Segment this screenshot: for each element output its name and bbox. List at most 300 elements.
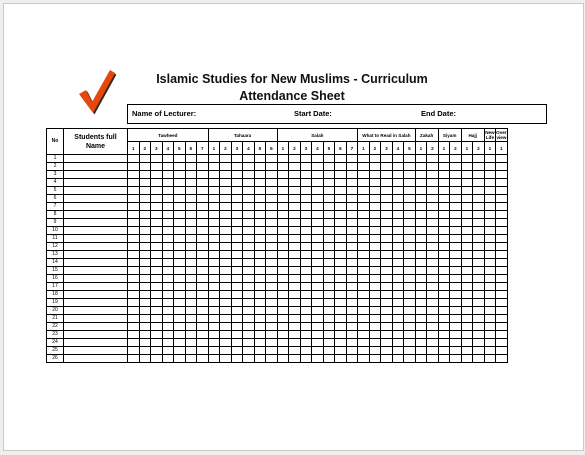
attendance-cell[interactable] (450, 235, 462, 243)
attendance-cell[interactable] (358, 267, 370, 275)
attendance-cell[interactable] (185, 243, 197, 251)
attendance-cell[interactable] (139, 275, 151, 283)
attendance-cell[interactable] (231, 315, 243, 323)
attendance-cell[interactable] (484, 243, 496, 251)
attendance-cell[interactable] (289, 187, 301, 195)
attendance-cell[interactable] (438, 251, 450, 259)
attendance-cell[interactable] (151, 235, 163, 243)
attendance-cell[interactable] (277, 195, 289, 203)
attendance-cell[interactable] (427, 195, 439, 203)
attendance-cell[interactable] (277, 355, 289, 363)
attendance-cell[interactable] (323, 267, 335, 275)
student-name-cell[interactable] (64, 299, 128, 307)
attendance-cell[interactable] (162, 339, 174, 347)
attendance-cell[interactable] (496, 315, 508, 323)
attendance-cell[interactable] (450, 243, 462, 251)
attendance-cell[interactable] (151, 315, 163, 323)
attendance-cell[interactable] (392, 259, 404, 267)
attendance-cell[interactable] (139, 187, 151, 195)
attendance-cell[interactable] (208, 315, 220, 323)
attendance-cell[interactable] (128, 163, 140, 171)
attendance-cell[interactable] (473, 211, 485, 219)
attendance-cell[interactable] (404, 331, 416, 339)
attendance-cell[interactable] (461, 355, 473, 363)
attendance-cell[interactable] (358, 323, 370, 331)
attendance-cell[interactable] (496, 339, 508, 347)
attendance-cell[interactable] (335, 187, 347, 195)
attendance-cell[interactable] (369, 331, 381, 339)
attendance-cell[interactable] (358, 179, 370, 187)
attendance-cell[interactable] (381, 251, 393, 259)
attendance-cell[interactable] (289, 219, 301, 227)
attendance-cell[interactable] (461, 307, 473, 315)
attendance-cell[interactable] (392, 219, 404, 227)
attendance-cell[interactable] (231, 203, 243, 211)
attendance-cell[interactable] (300, 267, 312, 275)
attendance-cell[interactable] (277, 179, 289, 187)
attendance-cell[interactable] (415, 299, 427, 307)
attendance-cell[interactable] (369, 195, 381, 203)
attendance-cell[interactable] (438, 243, 450, 251)
attendance-cell[interactable] (197, 243, 209, 251)
attendance-cell[interactable] (346, 259, 358, 267)
attendance-cell[interactable] (197, 331, 209, 339)
attendance-cell[interactable] (438, 235, 450, 243)
attendance-cell[interactable] (473, 227, 485, 235)
attendance-cell[interactable] (220, 219, 232, 227)
attendance-cell[interactable] (208, 211, 220, 219)
attendance-cell[interactable] (438, 347, 450, 355)
attendance-cell[interactable] (254, 291, 266, 299)
attendance-cell[interactable] (484, 227, 496, 235)
attendance-cell[interactable] (220, 259, 232, 267)
attendance-cell[interactable] (231, 283, 243, 291)
attendance-cell[interactable] (450, 323, 462, 331)
attendance-cell[interactable] (381, 339, 393, 347)
attendance-cell[interactable] (139, 171, 151, 179)
attendance-cell[interactable] (185, 219, 197, 227)
attendance-cell[interactable] (438, 203, 450, 211)
attendance-cell[interactable] (369, 171, 381, 179)
attendance-cell[interactable] (151, 267, 163, 275)
attendance-cell[interactable] (243, 347, 255, 355)
attendance-cell[interactable] (392, 331, 404, 339)
attendance-cell[interactable] (266, 219, 278, 227)
attendance-cell[interactable] (174, 211, 186, 219)
attendance-cell[interactable] (151, 259, 163, 267)
attendance-cell[interactable] (461, 275, 473, 283)
attendance-cell[interactable] (381, 259, 393, 267)
attendance-cell[interactable] (415, 171, 427, 179)
attendance-cell[interactable] (220, 331, 232, 339)
attendance-cell[interactable] (277, 259, 289, 267)
attendance-cell[interactable] (266, 283, 278, 291)
attendance-cell[interactable] (208, 195, 220, 203)
attendance-cell[interactable] (277, 283, 289, 291)
attendance-cell[interactable] (266, 347, 278, 355)
attendance-cell[interactable] (208, 291, 220, 299)
attendance-cell[interactable] (220, 339, 232, 347)
attendance-cell[interactable] (174, 187, 186, 195)
attendance-cell[interactable] (450, 211, 462, 219)
attendance-cell[interactable] (174, 355, 186, 363)
attendance-cell[interactable] (484, 347, 496, 355)
attendance-cell[interactable] (139, 347, 151, 355)
attendance-cell[interactable] (369, 227, 381, 235)
attendance-cell[interactable] (392, 283, 404, 291)
attendance-cell[interactable] (415, 187, 427, 195)
attendance-cell[interactable] (427, 259, 439, 267)
attendance-cell[interactable] (254, 275, 266, 283)
attendance-cell[interactable] (358, 259, 370, 267)
attendance-cell[interactable] (381, 267, 393, 275)
attendance-cell[interactable] (461, 219, 473, 227)
attendance-cell[interactable] (358, 315, 370, 323)
attendance-cell[interactable] (300, 347, 312, 355)
attendance-cell[interactable] (438, 155, 450, 163)
attendance-cell[interactable] (358, 299, 370, 307)
attendance-cell[interactable] (461, 243, 473, 251)
attendance-cell[interactable] (277, 235, 289, 243)
student-name-cell[interactable] (64, 259, 128, 267)
attendance-cell[interactable] (162, 275, 174, 283)
attendance-cell[interactable] (323, 291, 335, 299)
attendance-cell[interactable] (128, 171, 140, 179)
attendance-cell[interactable] (208, 259, 220, 267)
attendance-cell[interactable] (369, 259, 381, 267)
attendance-cell[interactable] (266, 339, 278, 347)
attendance-cell[interactable] (312, 331, 324, 339)
attendance-cell[interactable] (438, 227, 450, 235)
student-name-cell[interactable] (64, 155, 128, 163)
attendance-cell[interactable] (220, 227, 232, 235)
attendance-cell[interactable] (289, 203, 301, 211)
attendance-cell[interactable] (243, 275, 255, 283)
attendance-cell[interactable] (392, 339, 404, 347)
attendance-cell[interactable] (208, 307, 220, 315)
attendance-cell[interactable] (335, 227, 347, 235)
attendance-cell[interactable] (151, 171, 163, 179)
attendance-cell[interactable] (266, 203, 278, 211)
student-name-cell[interactable] (64, 355, 128, 363)
attendance-cell[interactable] (243, 235, 255, 243)
attendance-cell[interactable] (450, 283, 462, 291)
attendance-cell[interactable] (438, 179, 450, 187)
attendance-cell[interactable] (266, 259, 278, 267)
attendance-cell[interactable] (277, 219, 289, 227)
attendance-cell[interactable] (197, 163, 209, 171)
attendance-cell[interactable] (415, 275, 427, 283)
attendance-cell[interactable] (300, 315, 312, 323)
attendance-cell[interactable] (369, 179, 381, 187)
attendance-cell[interactable] (473, 251, 485, 259)
attendance-cell[interactable] (415, 195, 427, 203)
attendance-cell[interactable] (174, 163, 186, 171)
attendance-cell[interactable] (473, 171, 485, 179)
attendance-cell[interactable] (427, 307, 439, 315)
attendance-cell[interactable] (404, 283, 416, 291)
attendance-cell[interactable] (277, 275, 289, 283)
attendance-cell[interactable] (335, 179, 347, 187)
attendance-cell[interactable] (415, 227, 427, 235)
attendance-cell[interactable] (185, 171, 197, 179)
attendance-cell[interactable] (289, 283, 301, 291)
attendance-cell[interactable] (185, 283, 197, 291)
attendance-cell[interactable] (312, 235, 324, 243)
attendance-cell[interactable] (243, 299, 255, 307)
attendance-cell[interactable] (139, 267, 151, 275)
attendance-cell[interactable] (300, 339, 312, 347)
attendance-cell[interactable] (473, 323, 485, 331)
attendance-cell[interactable] (369, 163, 381, 171)
attendance-cell[interactable] (185, 195, 197, 203)
attendance-cell[interactable] (438, 219, 450, 227)
attendance-cell[interactable] (128, 211, 140, 219)
attendance-cell[interactable] (151, 323, 163, 331)
attendance-cell[interactable] (277, 243, 289, 251)
attendance-cell[interactable] (174, 155, 186, 163)
attendance-cell[interactable] (427, 315, 439, 323)
attendance-cell[interactable] (381, 235, 393, 243)
attendance-cell[interactable] (438, 355, 450, 363)
attendance-cell[interactable] (358, 219, 370, 227)
attendance-cell[interactable] (415, 315, 427, 323)
attendance-cell[interactable] (197, 267, 209, 275)
attendance-cell[interactable] (346, 251, 358, 259)
attendance-cell[interactable] (323, 235, 335, 243)
student-name-cell[interactable] (64, 315, 128, 323)
attendance-cell[interactable] (461, 315, 473, 323)
attendance-cell[interactable] (151, 251, 163, 259)
attendance-cell[interactable] (461, 195, 473, 203)
attendance-cell[interactable] (335, 267, 347, 275)
attendance-cell[interactable] (335, 203, 347, 211)
attendance-cell[interactable] (289, 195, 301, 203)
attendance-cell[interactable] (243, 243, 255, 251)
attendance-cell[interactable] (139, 299, 151, 307)
attendance-cell[interactable] (220, 347, 232, 355)
attendance-cell[interactable] (151, 331, 163, 339)
attendance-cell[interactable] (231, 251, 243, 259)
attendance-cell[interactable] (381, 227, 393, 235)
attendance-cell[interactable] (174, 307, 186, 315)
attendance-cell[interactable] (151, 299, 163, 307)
attendance-cell[interactable] (346, 155, 358, 163)
attendance-cell[interactable] (427, 211, 439, 219)
attendance-cell[interactable] (289, 179, 301, 187)
attendance-cell[interactable] (128, 259, 140, 267)
attendance-cell[interactable] (461, 323, 473, 331)
attendance-cell[interactable] (139, 283, 151, 291)
attendance-cell[interactable] (404, 355, 416, 363)
attendance-cell[interactable] (185, 307, 197, 315)
attendance-cell[interactable] (208, 235, 220, 243)
attendance-cell[interactable] (369, 323, 381, 331)
attendance-cell[interactable] (197, 227, 209, 235)
attendance-cell[interactable] (162, 355, 174, 363)
attendance-cell[interactable] (174, 235, 186, 243)
attendance-cell[interactable] (220, 275, 232, 283)
attendance-cell[interactable] (266, 323, 278, 331)
attendance-cell[interactable] (128, 331, 140, 339)
attendance-cell[interactable] (266, 355, 278, 363)
student-name-cell[interactable] (64, 195, 128, 203)
attendance-cell[interactable] (450, 291, 462, 299)
attendance-cell[interactable] (243, 227, 255, 235)
attendance-cell[interactable] (369, 299, 381, 307)
attendance-cell[interactable] (415, 203, 427, 211)
attendance-cell[interactable] (231, 219, 243, 227)
attendance-cell[interactable] (438, 259, 450, 267)
attendance-cell[interactable] (358, 331, 370, 339)
student-name-cell[interactable] (64, 235, 128, 243)
attendance-cell[interactable] (346, 235, 358, 243)
attendance-cell[interactable] (404, 163, 416, 171)
attendance-cell[interactable] (231, 307, 243, 315)
attendance-cell[interactable] (300, 211, 312, 219)
attendance-cell[interactable] (450, 307, 462, 315)
attendance-cell[interactable] (208, 155, 220, 163)
attendance-cell[interactable] (392, 179, 404, 187)
attendance-cell[interactable] (289, 235, 301, 243)
attendance-cell[interactable] (243, 259, 255, 267)
attendance-cell[interactable] (254, 259, 266, 267)
attendance-cell[interactable] (484, 355, 496, 363)
attendance-cell[interactable] (484, 235, 496, 243)
attendance-cell[interactable] (231, 275, 243, 283)
attendance-cell[interactable] (358, 155, 370, 163)
student-name-cell[interactable] (64, 339, 128, 347)
attendance-cell[interactable] (496, 195, 508, 203)
attendance-cell[interactable] (335, 171, 347, 179)
student-name-cell[interactable] (64, 331, 128, 339)
attendance-cell[interactable] (139, 219, 151, 227)
attendance-cell[interactable] (174, 171, 186, 179)
attendance-cell[interactable] (151, 243, 163, 251)
attendance-cell[interactable] (174, 291, 186, 299)
attendance-cell[interactable] (346, 291, 358, 299)
attendance-cell[interactable] (300, 219, 312, 227)
attendance-cell[interactable] (254, 331, 266, 339)
attendance-cell[interactable] (289, 163, 301, 171)
attendance-cell[interactable] (427, 347, 439, 355)
attendance-cell[interactable] (369, 155, 381, 163)
attendance-cell[interactable] (496, 163, 508, 171)
attendance-cell[interactable] (335, 243, 347, 251)
attendance-cell[interactable] (369, 251, 381, 259)
attendance-cell[interactable] (128, 307, 140, 315)
attendance-cell[interactable] (208, 163, 220, 171)
attendance-cell[interactable] (473, 155, 485, 163)
attendance-cell[interactable] (392, 235, 404, 243)
attendance-cell[interactable] (438, 299, 450, 307)
attendance-cell[interactable] (312, 243, 324, 251)
attendance-cell[interactable] (300, 323, 312, 331)
attendance-cell[interactable] (323, 283, 335, 291)
attendance-cell[interactable] (220, 187, 232, 195)
attendance-cell[interactable] (197, 195, 209, 203)
attendance-cell[interactable] (427, 339, 439, 347)
attendance-cell[interactable] (197, 187, 209, 195)
attendance-cell[interactable] (358, 211, 370, 219)
attendance-cell[interactable] (208, 187, 220, 195)
attendance-cell[interactable] (415, 283, 427, 291)
attendance-cell[interactable] (139, 339, 151, 347)
attendance-cell[interactable] (381, 155, 393, 163)
attendance-cell[interactable] (266, 251, 278, 259)
attendance-cell[interactable] (323, 339, 335, 347)
attendance-cell[interactable] (381, 307, 393, 315)
attendance-cell[interactable] (254, 251, 266, 259)
attendance-cell[interactable] (496, 187, 508, 195)
attendance-cell[interactable] (266, 155, 278, 163)
attendance-cell[interactable] (346, 267, 358, 275)
attendance-cell[interactable] (438, 163, 450, 171)
attendance-cell[interactable] (484, 211, 496, 219)
attendance-cell[interactable] (369, 355, 381, 363)
attendance-cell[interactable] (185, 259, 197, 267)
attendance-cell[interactable] (392, 355, 404, 363)
attendance-cell[interactable] (300, 171, 312, 179)
attendance-cell[interactable] (323, 251, 335, 259)
attendance-cell[interactable] (174, 347, 186, 355)
attendance-cell[interactable] (197, 339, 209, 347)
attendance-cell[interactable] (369, 291, 381, 299)
attendance-cell[interactable] (197, 307, 209, 315)
attendance-cell[interactable] (220, 267, 232, 275)
attendance-cell[interactable] (185, 155, 197, 163)
attendance-cell[interactable] (404, 323, 416, 331)
attendance-cell[interactable] (415, 267, 427, 275)
attendance-cell[interactable] (450, 355, 462, 363)
attendance-cell[interactable] (185, 203, 197, 211)
attendance-cell[interactable] (185, 179, 197, 187)
attendance-cell[interactable] (358, 195, 370, 203)
attendance-cell[interactable] (254, 155, 266, 163)
attendance-cell[interactable] (243, 219, 255, 227)
attendance-cell[interactable] (346, 211, 358, 219)
attendance-cell[interactable] (484, 283, 496, 291)
attendance-cell[interactable] (404, 219, 416, 227)
attendance-cell[interactable] (139, 259, 151, 267)
attendance-cell[interactable] (162, 299, 174, 307)
attendance-cell[interactable] (484, 291, 496, 299)
attendance-cell[interactable] (427, 155, 439, 163)
attendance-cell[interactable] (392, 315, 404, 323)
attendance-cell[interactable] (312, 195, 324, 203)
attendance-cell[interactable] (300, 291, 312, 299)
attendance-cell[interactable] (496, 179, 508, 187)
attendance-cell[interactable] (415, 219, 427, 227)
attendance-cell[interactable] (404, 291, 416, 299)
attendance-cell[interactable] (231, 195, 243, 203)
attendance-cell[interactable] (266, 331, 278, 339)
attendance-cell[interactable] (346, 179, 358, 187)
attendance-cell[interactable] (323, 347, 335, 355)
attendance-cell[interactable] (185, 331, 197, 339)
attendance-cell[interactable] (496, 211, 508, 219)
attendance-cell[interactable] (427, 275, 439, 283)
attendance-cell[interactable] (473, 315, 485, 323)
attendance-cell[interactable] (151, 211, 163, 219)
attendance-cell[interactable] (323, 179, 335, 187)
attendance-cell[interactable] (162, 307, 174, 315)
attendance-cell[interactable] (415, 251, 427, 259)
attendance-cell[interactable] (231, 355, 243, 363)
attendance-cell[interactable] (139, 315, 151, 323)
attendance-cell[interactable] (266, 307, 278, 315)
attendance-cell[interactable] (323, 227, 335, 235)
